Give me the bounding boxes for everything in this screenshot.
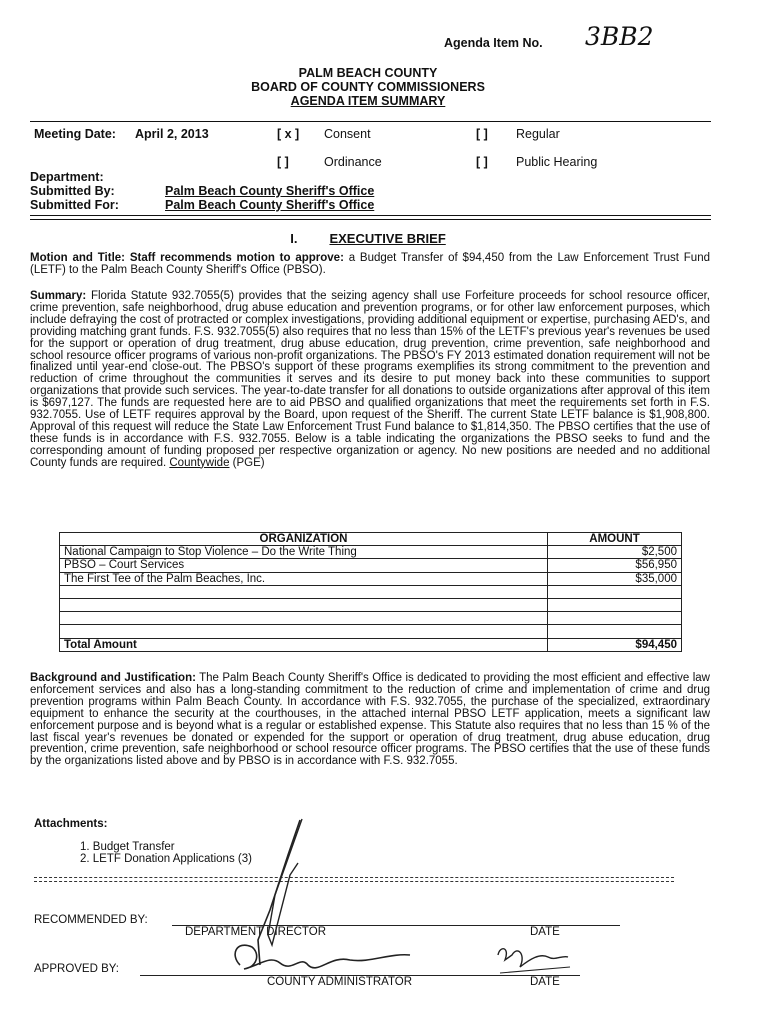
ordinance-checkbox[interactable]: [ ] bbox=[277, 155, 289, 169]
submitted-by-label: Submitted By: bbox=[30, 184, 115, 198]
board-name: BOARD OF COUNTY COMMISSIONERS bbox=[251, 80, 485, 94]
agenda-item-number: 3BB2 bbox=[585, 22, 654, 51]
table-header-row bbox=[60, 533, 682, 546]
total-row bbox=[60, 638, 682, 651]
motion-text: a Budget Transfer of $94,450 from the Law Enforcement Trust Fund (LETF) to the Palm Beach County Sheriff's Office (PBSO). bbox=[30, 252, 710, 276]
total-label: Total Amount bbox=[60, 638, 548, 651]
amount-cell: $35,000 bbox=[548, 572, 682, 585]
summary-label: Summary: bbox=[30, 290, 87, 302]
executive-brief-heading bbox=[0, 231, 736, 246]
date-label: DATE bbox=[530, 976, 560, 988]
amount-cell bbox=[548, 625, 682, 638]
meeting-date-value: April 2, 2013 bbox=[135, 127, 209, 141]
amount-cell bbox=[548, 585, 682, 598]
organization-cell bbox=[60, 625, 548, 638]
submitted-for-label: Submitted For: bbox=[30, 198, 119, 212]
motion-label: Motion and Title: bbox=[30, 252, 125, 264]
attachment-item[interactable]: 2. LETF Donation Applications (3) bbox=[80, 853, 252, 865]
table-row bbox=[60, 598, 682, 611]
consent-label: Consent bbox=[324, 127, 371, 141]
county-administrator-label: COUNTY ADMINISTRATOR bbox=[267, 976, 413, 988]
agenda-item-label: Agenda Item No. bbox=[444, 36, 543, 50]
regular-label: Regular bbox=[516, 127, 560, 141]
handwritten-signature bbox=[200, 815, 620, 995]
amount-cell bbox=[548, 612, 682, 625]
public-hearing-checkbox[interactable]: [ ] bbox=[476, 155, 488, 169]
organization-cell bbox=[60, 585, 548, 598]
summary-title: AGENDA ITEM SUMMARY bbox=[290, 94, 446, 108]
summary-district: (PGE) bbox=[232, 456, 265, 469]
attachment-item[interactable]: 1. Budget Transfer bbox=[80, 841, 175, 853]
background-paragraph bbox=[30, 673, 710, 768]
table-row bbox=[60, 546, 682, 559]
organization-header: ORGANIZATION bbox=[60, 533, 548, 546]
summary-paragraph bbox=[30, 291, 710, 470]
recommended-by-label[interactable]: RECOMMENDED BY: bbox=[34, 914, 148, 926]
organization-cell bbox=[60, 598, 548, 611]
department-divider bbox=[30, 215, 711, 220]
meeting-date-label: Meeting Date: bbox=[34, 127, 116, 141]
submitted-by-value: Palm Beach County Sheriff's Office bbox=[165, 184, 375, 198]
table-row bbox=[60, 612, 682, 625]
background-text: The Palm Beach County Sheriff's Office is dedicated to providing the most efficient and effective law enforcement services and also has a long-standing commitment to the reduction of crime and implementation of crime and drug prevention programs within Palm Beach County. In accordance with F.S. 932.7055, the purchase of the specialized, extraordinary equipment to enhance the security at the courthouses, in the attached internal PBSO LETF application, meets a significant law enforcement purpose and is beyond what is a regular or established expense. This Statute also requires that no less than 15 % of the last fiscal year's revenues be donated or expended for the support or operation of drug treatment, drug abuse education, drug prevention, crime prevention, safe neighborhood or school resource officer programs. The PBSO certifies that the use of these funds by the organizations listed above and by PBSO is in accordance with F.S. 932.7055. bbox=[30, 672, 710, 768]
amount-cell: $56,950 bbox=[548, 559, 682, 572]
table-row bbox=[60, 572, 682, 585]
organization-cell: PBSO – Court Services bbox=[60, 559, 548, 572]
county-name: PALM BEACH COUNTY bbox=[298, 66, 438, 80]
organization-table bbox=[59, 532, 682, 652]
department-label: Department: bbox=[30, 170, 104, 184]
organization-cell: National Campaign to Stop Violence – Do the Write Thing bbox=[60, 546, 548, 559]
table-row bbox=[60, 559, 682, 572]
motion-paragraph bbox=[30, 253, 710, 277]
regular-checkbox[interactable]: [ ] bbox=[476, 127, 488, 141]
department-director-label: DEPARTMENT DIRECTOR bbox=[185, 926, 326, 938]
amount-header: AMOUNT bbox=[548, 533, 682, 546]
background-label: Background and Justification: bbox=[30, 672, 196, 684]
top-divider bbox=[30, 121, 711, 122]
summary-text: Florida Statute 932.7055(5) provides that the seizing agency shall use Forfeiture proceeds for school resource officer, crime prevention, safe neighborhood, drug abuse education and prevention programs, or for other law enforcement purposes, which include defraying the cost of protracted or complex investigations, providing additional equipment or expertise, purchasing AED's, and providing matching grant funds. F.S. 932.7055(5) also requires that no less than 15% of the LETF's previous year's revenues be used for the support or operation of drug treatment, drug abuse education, drug prevention, crime prevention, safe neighborhood and school resource officer programs of various non-profit organizations. The PBSO's FY 2013 estimated donation requirement will not be finalized until year-end close-out. The PBSO's support of these programs exemplifies its strong commitment to the prevention and reduction of crime throughout the communities it serves and its desire to put money back into these communities to support organizations that provide such services. The year-to-date transfer for all donations to outside organizations after approval of this item is $697,127. The funds are requested here are to aid PBSO and qualified organizations that meet the requirements set forth in F.S. 932.7055. Use of LETF requires approval by the Board, upon request of the Sheriff. The current State LETF balance is $1,908,800. Approval of this request will reduce the State Law Enforcement Trust Fund balance to $1,814,350. The PBSO certifies that the use of these funds is in accordance with F.S. 932.7055. Below is a table indicating the organizations the PBSO seeks to fund and the corresponding amount of funding proposed per respective organization or agency. No new positions are needed and no additional County funds are required. bbox=[30, 290, 711, 469]
organization-cell bbox=[60, 612, 548, 625]
total-amount: $94,450 bbox=[548, 638, 682, 651]
section-number: I. bbox=[290, 231, 298, 246]
attachments-label: Attachments: bbox=[34, 818, 108, 830]
motion-lead: Staff recommends motion to approve: bbox=[129, 252, 344, 264]
approved-by-label[interactable]: APPROVED BY: bbox=[34, 963, 120, 975]
amount-cell bbox=[548, 598, 682, 611]
section-title: EXECUTIVE BRIEF bbox=[329, 231, 446, 246]
table-row bbox=[60, 585, 682, 598]
organization-cell: The First Tee of the Palm Beaches, Inc. bbox=[60, 572, 548, 585]
submitted-for-value: Palm Beach County Sheriff's Office bbox=[165, 198, 375, 212]
public-hearing-label: Public Hearing bbox=[516, 155, 598, 169]
amount-cell: $2,500 bbox=[548, 546, 682, 559]
ordinance-label: Ordinance bbox=[324, 155, 382, 169]
table-row bbox=[60, 625, 682, 638]
date-label: DATE bbox=[530, 926, 560, 938]
consent-checkbox[interactable]: [ x ] bbox=[277, 127, 300, 141]
countywide-text: Countywide bbox=[169, 456, 230, 469]
